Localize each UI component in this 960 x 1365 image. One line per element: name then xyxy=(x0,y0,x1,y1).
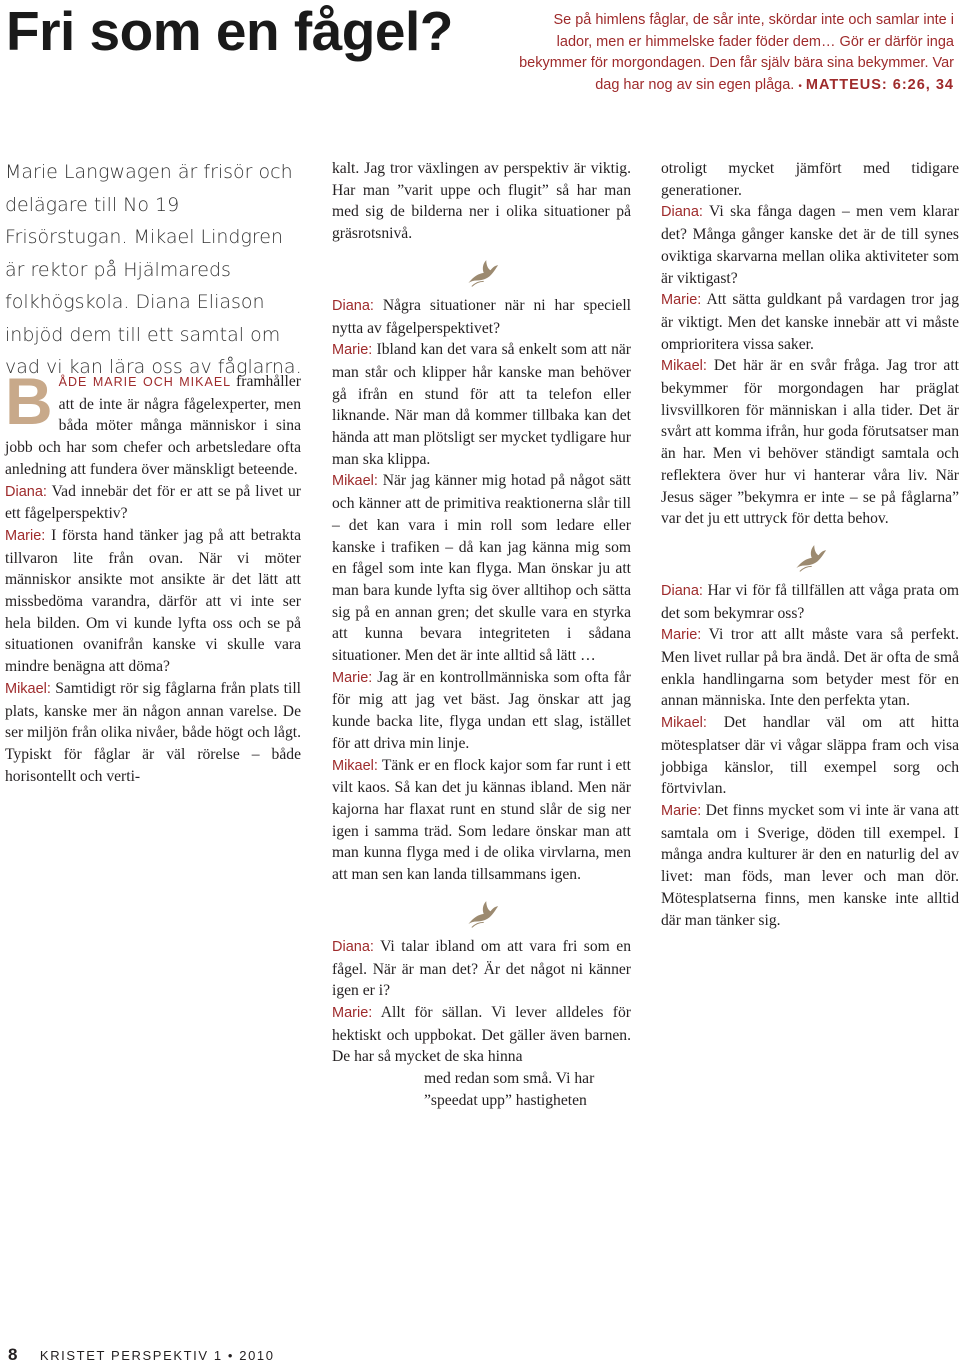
page-number: 8 xyxy=(8,1345,18,1364)
speaker-label: Mikael: xyxy=(5,680,51,697)
column-2 xyxy=(332,158,631,1111)
dialogue-block xyxy=(661,580,959,931)
dialogue-paragraph xyxy=(332,158,631,245)
column-1 xyxy=(5,364,301,787)
quote-text: Se på himlens fåglar, de sår inte, skördar inte och samlar inte i lador, men er himmelske fader föder dem… Gör er därför inga bekymmer för morgondagen. Den får själv bära sina bekymmer. Var dag har nog av sin egen plåga. xyxy=(519,12,954,93)
bird-icon xyxy=(465,898,499,928)
dialogue-text: Det finns mycket som vi inte är vana att samtala om i Sverige, döden till exempel. I många andra kulturer är den en naturlig del av livet: man föds, man lever och man dör. Mötesplatserna finns, men kanske inte alltid där man tänker sig. xyxy=(661,801,959,929)
bird-icon xyxy=(465,257,499,287)
dialogue-paragraph xyxy=(5,525,301,678)
dialogue-paragraph xyxy=(661,800,959,931)
dialogue-paragraph xyxy=(661,624,959,712)
magazine-name: KRISTET PERSPEKTIV 1 • 2010 xyxy=(39,1348,275,1363)
speaker-label: Marie: xyxy=(332,669,373,686)
dialogue-text: Att sätta guldkant på vardagen tror jag är viktigt. Men det kanske innebär att vi måste omprioritera vissa saker. xyxy=(661,291,959,353)
speaker-label: Marie: xyxy=(661,802,702,819)
dialogue-text: Ibland kan det vara så enkelt som att när man står och klipper hår kanske man behöver gå ifrån en stund för att ta telefon eller liknande. När man då kommer tillbaka kan det hända att man plötsligt ser mycket tydligare hur man ska klippa. xyxy=(332,341,631,468)
speaker-label: Diana: xyxy=(332,297,374,314)
dialogue-block xyxy=(332,936,631,1068)
speaker-label: Diana: xyxy=(5,483,47,500)
dialogue-text: otroligt mycket jämfört med tidigare generationer. xyxy=(661,160,959,199)
intro-paragraph xyxy=(5,364,301,481)
speaker-label: Marie: xyxy=(661,627,702,644)
dialogue-text: Vi talar ibland om att vara fri som en fågel. När är man det? Är det något ni känner igen er i? xyxy=(332,937,631,1000)
dialogue-text: Samtidigt rör sig fåglarna från plats till plats, kanske mer än någon annan varelse. De ser miljön från olika nivåer, både högt och lågt. Typiskt för fåglar är väl rörelse – både horisontellt och verti- xyxy=(5,679,301,785)
dialogue-text: kalt. Jag tror växlingen av perspektiv är viktig. Har man ”varit uppe och flugit” så har man med sig de bilderna ner i olika situationer på gräsrotsnivå. xyxy=(332,160,631,243)
dialogue-paragraph xyxy=(332,470,631,666)
speaker-label: Mikael: xyxy=(332,757,378,774)
quote-reference: MATTEUS: 6:26, 34 xyxy=(805,76,954,93)
dialogue-block xyxy=(661,158,959,530)
speaker-label: Marie: xyxy=(332,342,373,359)
dialogue-text: Några situationer när ni har speciell nytta av fågelperspektivet? xyxy=(332,296,631,337)
dialogue-paragraph xyxy=(661,712,959,800)
dialogue-paragraph xyxy=(332,936,631,1002)
speaker-label: Diana: xyxy=(332,938,374,955)
dialogue-paragraph xyxy=(5,678,301,788)
dialogue-block xyxy=(332,295,631,886)
speaker-label: Mikael: xyxy=(661,358,707,375)
intro-text: framhåller att de inte är några fågelexperter, men båda möter många människor i sina jobb och har som chefer och arbetsledare ofta anledning att fundera över mänskligt beteende. xyxy=(5,373,301,478)
dialogue-text: Vad innebär det för er att se på livet ur ett fågelperspektiv? xyxy=(5,482,301,523)
speaker-label: Marie: xyxy=(661,292,702,309)
dialogue-paragraph xyxy=(661,289,959,355)
dialogue-text: När jag känner mig hotad på något sätt och känner att de primitiva reaktionerna slår till – det kan vara i min roll som ledare eller kanske i trafiken – då kan jag känna mig som en fågel som inte kan flyga. Man önskar ju att man bara kunde lyfta sig över alltihop och sätta sig på en annan gren; det skulle vara en styrka att kunna bevara integriteten i sådana situationer. Men det är inte alltid så lätt … xyxy=(332,472,631,665)
drop-cap: B xyxy=(5,364,53,438)
dialogue-paragraph xyxy=(661,201,959,289)
speaker-label: Diana: xyxy=(661,204,703,221)
dialogue-text: I första hand tänker jag på att betrakta tillvaron lite från ovan. När vi möter människor ansikte mot ansikte är det lätt att missbedöma varandra, därför att vi inte ser hela bilden. Om vi kunde lyfta oss och se på situationen ovanifrån kanske vi skulle vara mindre benägna att döma? xyxy=(5,526,301,676)
dialogue-text: Allt för sällan. Vi lever alldeles för hektiskt och uppbokat. Det gäller även barnen. De har så mycket de ska hinna xyxy=(332,1003,631,1066)
speaker-label: Marie: xyxy=(332,1004,373,1021)
speaker-label: Marie: xyxy=(5,527,46,544)
dialogue-paragraph xyxy=(332,755,631,886)
intro-smallcaps: ÅDE MARIE OCH MIKAEL xyxy=(58,375,232,389)
speaker-label: Mikael: xyxy=(332,473,378,490)
dialogue-paragraph xyxy=(332,295,631,339)
dialogue-paragraph xyxy=(332,339,631,470)
quote-separator: • xyxy=(798,80,802,92)
lead-paragraph: Marie Langwagen är frisör och delägare till No 19 Frisörstugan. Mikael Lindgren är rektor på Hjälmareds folkhögskola. Diana Eliason inbjöd dem till ett samtal om vad vi kan lära oss av fåglarna. xyxy=(5,161,302,378)
page-footer xyxy=(8,1345,275,1365)
dialogue-paragraph xyxy=(332,667,631,755)
bird-icon xyxy=(793,542,827,572)
dialogue-text: Har vi för få tillfällen att våga prata om det som bekymrar oss? xyxy=(661,581,959,622)
column-3 xyxy=(661,158,959,931)
dialogue-text: Det handlar väl om att hitta mötesplatser där vi vågar släppa fram och visa jobbiga känslor, till exempel sorg och förtvivlan. xyxy=(661,714,959,798)
dialogue-text: Vi tror att allt måste vara så perfekt. Men livet rullar på bra ändå. Det är ofta de små enkla handlingarna som betyder mest för en annan människa. Inte den perfekta ytan. xyxy=(661,626,959,710)
dialogue-block xyxy=(332,158,631,245)
dialogue-paragraph xyxy=(5,481,301,525)
page-title: Fri som en fågel? xyxy=(6,0,453,62)
dialogue-text: Det här är en svår fråga. Jag tror att bekymmer för morgondagen har präglat livsvillkoren för människan i alla tider. Det är svårt att komma ifrån, hur goda förutsatser man än har. Men vi behöver ständigt samtala och reflektera över hur vi hanterar våra liv. När Jesus säger ”bekymra er inte – se på fåglarna” var det ju ett uttryck för detta behov. xyxy=(661,357,959,528)
dialogue-paragraph xyxy=(661,158,959,201)
dialogue-text: Tänk er en flock kajor som far runt i ett vilt kaos. Så kan det ju kännas ibland. Men när kajorna har flaxat runt en stund slår de sig ner igen i samma träd. Som ledare önskar man att man kunna flyga med i de olika virvlarna, men att man sen kan landa tillsammans igen. xyxy=(332,756,631,884)
dialogue-paragraph xyxy=(332,1002,631,1068)
column-end-text: med redan som små. Vi har ”speedat upp” hastigheten xyxy=(424,1070,595,1109)
speaker-label: Mikael: xyxy=(661,715,707,732)
dialogue-block xyxy=(5,481,301,788)
bible-quote xyxy=(514,10,954,97)
dialogue-text: Vi ska fånga dagen – men vem klarar det? Många gånger kanske det är de till synes oviktiga skarvarna mellan olika aktiviteter som är viktigast? xyxy=(661,203,959,287)
dialogue-text: Jag är en kontrollmänniska som ofta får för mig att jag vet bäst. Jag önskar att jag kunde backa lite, flyga undan ett slag, istället för att driva min linje. xyxy=(332,668,631,752)
dialogue-paragraph xyxy=(661,580,959,624)
speaker-label: Diana: xyxy=(661,582,703,599)
dialogue-paragraph xyxy=(661,355,959,530)
